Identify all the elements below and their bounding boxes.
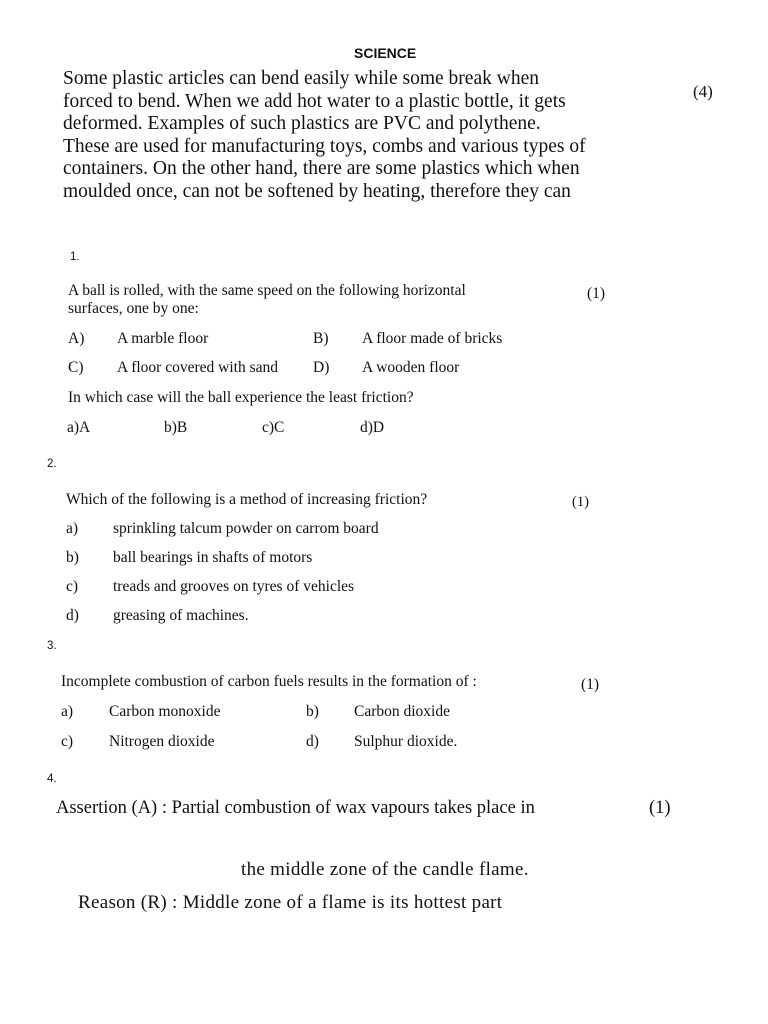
option-label: c) [61, 733, 74, 750]
question-marks: (1) [587, 285, 606, 302]
question-prompt: In which case will the ball experience the least friction? [68, 389, 414, 406]
answer-choice: b)B [164, 419, 188, 436]
option-label: D) [313, 359, 330, 376]
question-marks: (1) [581, 676, 600, 693]
question-marks: (1) [572, 494, 589, 510]
answer-choice: a)A [67, 419, 91, 436]
option-label: b) [306, 703, 319, 720]
option-label: d) [66, 607, 79, 624]
question-number: 4. [47, 773, 57, 785]
assertion-continuation: the middle zone of the candle flame. [241, 859, 529, 880]
page-title: SCIENCE [354, 45, 417, 61]
passage-line: forced to bend. When we add hot water to a plastic bottle, it gets [63, 90, 566, 112]
question-stem: Which of the following is a method of increasing friction? [66, 491, 428, 508]
option-text: Carbon monoxide [109, 703, 221, 720]
option-text: A floor made of bricks [362, 330, 503, 347]
option-text: Carbon dioxide [354, 703, 450, 720]
option-label: a) [66, 520, 79, 537]
question-number: 3. [47, 640, 57, 652]
answer-choice: c)C [262, 419, 285, 436]
option-label: a) [61, 703, 74, 720]
option-text: Nitrogen dioxide [109, 733, 215, 750]
option-text: greasing of machines. [113, 607, 249, 624]
option-text: Sulphur dioxide. [354, 733, 458, 750]
option-text: treads and grooves on tyres of vehicles [113, 578, 355, 595]
passage-line: These are used for manufacturing toys, combs and various types of [63, 135, 586, 157]
question-stem: Incomplete combustion of carbon fuels results in the formation of : [61, 673, 477, 690]
option-text: A marble floor [117, 330, 209, 347]
question-stem: surfaces, one by one: [68, 300, 199, 317]
option-text: A floor covered with sand [117, 359, 278, 376]
option-text: ball bearings in shafts of motors [113, 549, 313, 566]
passage-line: deformed. Examples of such plastics are PVC and polythene. [63, 113, 541, 135]
option-text: A wooden floor [362, 359, 460, 376]
question-marks: (1) [649, 798, 671, 818]
question-number: 2. [47, 458, 57, 470]
answer-choice: d)D [360, 419, 385, 436]
question-number: 1. [70, 251, 80, 263]
option-text: sprinkling talcum powder on carrom board [113, 520, 379, 537]
passage-line: containers. On the other hand, there are some plastics which when [63, 158, 580, 180]
option-label: B) [313, 330, 329, 347]
reason: Reason (R) : Middle zone of a flame is its hottest part [78, 892, 503, 913]
option-label: c) [66, 578, 79, 595]
passage-line: moulded once, can not be softened by heating, therefore they can [63, 181, 571, 202]
option-label: A) [68, 330, 85, 347]
passage-marks: (4) [693, 82, 713, 101]
option-label: C) [68, 359, 84, 376]
question-stem: A ball is rolled, with the same speed on the following horizontal [68, 282, 466, 299]
assertion: Assertion (A) : Partial combustion of wax vapours takes place in [56, 798, 535, 818]
option-label: b) [66, 549, 79, 566]
option-label: d) [306, 733, 319, 750]
passage-line: Some plastic articles can bend easily while some break when [63, 68, 539, 89]
